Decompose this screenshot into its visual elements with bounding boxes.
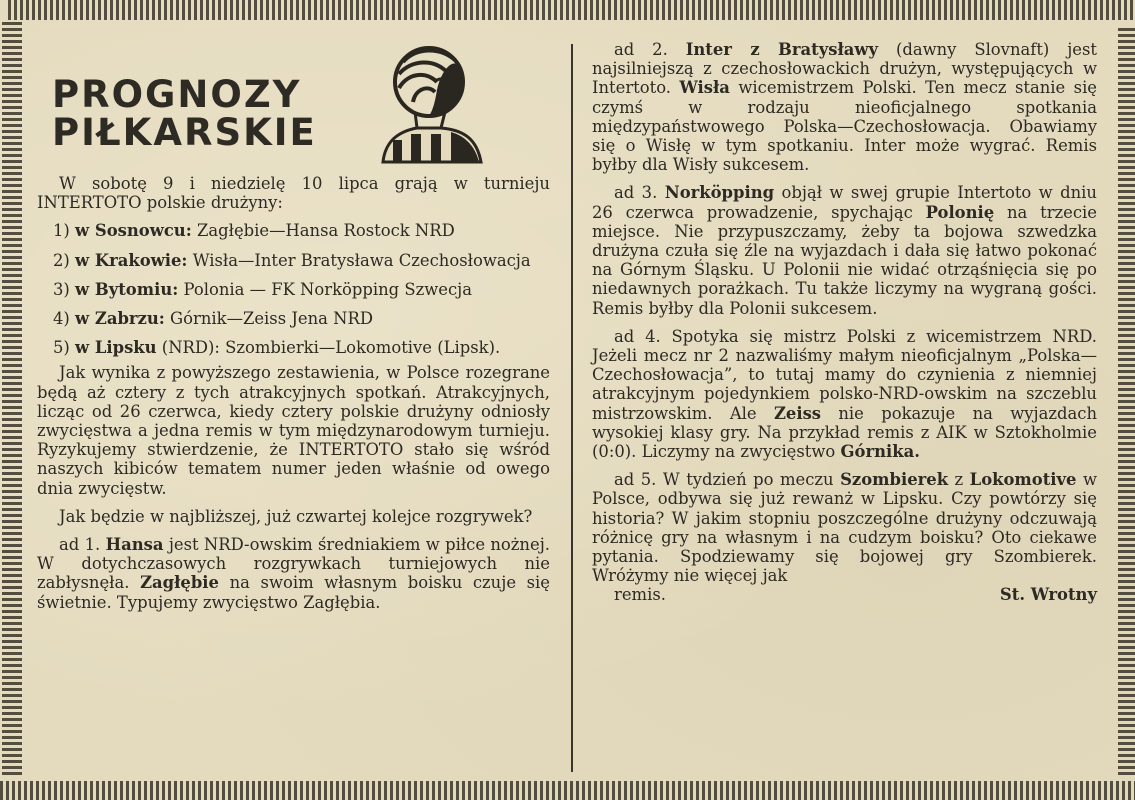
fixture-match: Zagłębie—Hansa Rostock NRD [197, 221, 455, 241]
prediction-text: wicemistrzem Polski. Ten mecz stanie się czymś w rodzaju nieoficjalnego spotkania międzypaństwowego Polska—Czechosłowacja. Obawiamy się o Wisłę w tym spotkaniu. Inter może wygrać. Remis byłby dla Wisły sukcesem. [592, 78, 1098, 175]
team-name: Zeiss [773, 403, 822, 423]
prediction-ad5 [592, 470, 1097, 585]
fixture-match: Wisła—Inter Bratysława Czechosłowacja [192, 250, 531, 270]
team-name: Zagłębie [140, 573, 219, 593]
article-column-left [37, 174, 550, 621]
fixture-number: 5) [53, 338, 70, 358]
prediction-lead: ad 5. [614, 470, 657, 490]
intro-text: W sobotę 9 i niedzielę 10 lipca grają w turnieju INTERTOTO polskie drużyny: [37, 174, 550, 213]
prediction-text: Spotyka się mistrz Polski z wicemistrzem NRD. Jeżeli mecz nr 2 nazwaliśmy małym nieoficjalnym „Polska—Czechosłowacja”, to tutaj mamy do czynienia z niemniej atrakcyjnym pojedynkiem polsko-NRD-owskim na szczeblu mistrzowskim. Ale [592, 326, 1097, 423]
prediction-text: z [954, 470, 964, 490]
decorative-border-top [8, 0, 1135, 20]
question-paragraph: Jak będzie w najbliższej, już czwartej kolejce rozgrywek? [59, 506, 533, 526]
prediction-lead: ad 1. [59, 535, 101, 555]
fixture-number: 2) [53, 250, 70, 270]
team-name: Polonię [925, 202, 995, 222]
prediction-ad2 [592, 40, 1097, 174]
prediction-text: W tydzień po meczu [662, 470, 834, 490]
prediction-lead: ad 3. [614, 183, 658, 203]
column-divider [571, 44, 573, 772]
fixture-place: w Sosnowcu: [75, 221, 192, 241]
team-name: Górnika. [840, 442, 920, 462]
team-name: Norköpping [664, 183, 775, 203]
summary-paragraph: Jak wynika z powyższego zestawienia, w Polsce rozegrane będą aż cztery z tych atrakcyjnych spotkań. Atrakcyjnych, licząc od 26 czerwca, kiedy cztery polskie drużyny odniosły zwycięstwa a jedna remis w tym międzynarodowym turnieju. Ryzykujemy stwierdzenie, że INTERTOTO stało się wśród naszych kibiców tematem numer jeden właśnie od owego dnia zwycięstw. [37, 363, 550, 498]
fixture-place: w Krakowie: [75, 250, 188, 270]
prediction-text: w Polsce, odbywa się już rewanż w Lipsku. Czy powtórzy się historia? W jakim stopniu poszczególne drużyny odczuwają różnicę gry na własnym i na cudzym boisku? Oto ciekawe pytania. Spodziewamy się bojowej gry Szombierek. Wróżymy nie więcej jak [592, 470, 1097, 586]
prediction-text: (dawny Slovnaft) jest najsilniejszą z czechosłowackich drużyn, występujących w Intertoto. [592, 40, 1097, 98]
fixture-item [37, 280, 550, 299]
title-line-1: PROGNOZY [52, 73, 302, 116]
author-signature: St. Wrotny [999, 585, 1097, 605]
fixture-number: 3) [53, 279, 70, 299]
prediction-ad4 [592, 327, 1097, 461]
team-name: Lokomotive [969, 470, 1077, 490]
decorative-border-right [1118, 28, 1135, 778]
fixture-place: w Bytomiu: [75, 279, 179, 299]
article-title [52, 73, 317, 154]
fixture-match: Górnik—Zeiss Jena NRD [170, 309, 373, 329]
football-head-player-icon [375, 40, 495, 165]
prediction-lead: ad 2. [614, 40, 668, 59]
prediction-text: nie pokazuje na wyjazdach wysokiej klasy gry. Na przykład remis z AIK w Sztokholmie (0:0). Liczymy na zwycięstwo [592, 403, 1098, 462]
fixture-item [37, 338, 550, 357]
title-line-2: PIŁKARSKIE [52, 111, 317, 154]
team-name: Inter z Bratysławy [685, 40, 879, 59]
fixture-number: 1) [53, 221, 70, 241]
prediction-ad1 [37, 535, 550, 612]
team-name: Wisła [679, 78, 730, 98]
team-name: Hansa [105, 535, 164, 555]
prediction-text: objął w swej grupie Intertoto w dniu 26 czerwca prowadzenie, spychając [592, 183, 1097, 222]
prediction-text: jest NRD-owskim średniakiem w piłce nożnej. W dotychczasowych rozgrywkach turniejowych nie zabłysnęła. [37, 535, 550, 593]
team-name: Szombierek [840, 470, 949, 490]
fixture-place: w Lipsku [75, 338, 157, 358]
decorative-border-bottom [0, 781, 1135, 800]
fixture-item [37, 309, 550, 328]
fixture-item [37, 221, 550, 240]
fixture-number: 4) [53, 309, 70, 329]
fixture-match: Polonia — FK Norköpping Szwecja [183, 279, 473, 299]
intro-paragraph [37, 174, 550, 212]
prediction-text: na swoim własnym boisku czuje się świetnie. Typujemy zwycięstwo Zagłębia. [37, 573, 550, 612]
prediction-lead: ad 4. [614, 326, 661, 346]
decorative-border-left [2, 22, 22, 778]
fixture-place: w Zabrzu: [75, 309, 165, 329]
prediction-ad3 [592, 183, 1097, 317]
signature-line [592, 585, 1097, 604]
fixture-item [37, 251, 550, 270]
fixture-match: (NRD): Szombierki—Lokomotive (Lipsk). [161, 338, 501, 358]
prediction-text-end: remis. [614, 585, 666, 605]
article-column-right [592, 40, 1097, 614]
prediction-text: na trzecie miejsce. Nie przypuszczamy, żeby ta bojowa szwedzka drużyna czuła się źle na wyjazdach i dała się łatwo pokonać na Górnym Śląsku. U Polonii nie widać otrząśnięcia się po niedawnych porażkach. Tu także liczymy na wygraną gości. Remis byłby dla Polonii sukcesem. [592, 202, 1097, 318]
